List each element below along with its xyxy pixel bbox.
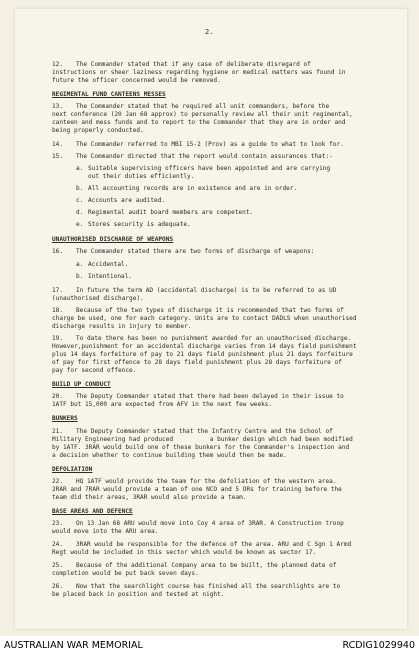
paragraph-line: HQ 1ATF would provide the team for the defoliation of the western area. (76, 478, 337, 485)
paragraph-line: completion would be put back seven days. (52, 570, 199, 577)
list-item-line: Intentional. (88, 273, 133, 280)
list-item-line: Accounts are audited. (88, 197, 166, 204)
section-heading: BASE AREAS AND DEFENCE (52, 508, 133, 515)
list-letter: e. (76, 221, 84, 228)
list-letter: a. (76, 165, 84, 172)
paragraph-line: Because of the two types of discharge it is recommended that two forms of (76, 307, 344, 314)
paragraph-number: 25. (52, 562, 64, 569)
paragraph-line: However,punishment for an accidental discharge varies from 14 days field punishment (52, 343, 357, 350)
paragraph-line: of pay for first offence to 28 days field punishment plus 28 days forfeiture of (52, 359, 342, 366)
paragraph-line: by 1ATF. 3RAR would build one of these bunkers for the Commander's inspection and (52, 444, 350, 451)
list-item-line: Regimental audit board members are competent. (88, 209, 254, 216)
paragraph-line: (unauthorised discharge). (52, 295, 144, 302)
paragraph-line: The Commander stated that he required all unit commanders, before the (76, 103, 330, 110)
list-letter: b. (76, 273, 84, 280)
archive-footer (0, 636, 419, 654)
list-letter: d. (76, 209, 84, 216)
paragraph-number: 20. (52, 393, 64, 400)
paragraph-line: instructions or sheer laziness regarding hygiene or medical matters was found in (52, 69, 346, 76)
paragraph-line: would move into the ARU area. (52, 528, 159, 535)
paragraph-number: 21. (52, 428, 64, 435)
paragraph-line: team did their areas, 3RAR would also provide a team. (52, 494, 247, 501)
list-letter: a. (76, 261, 84, 268)
paragraph-line: Now that the searchlight course has finished all the searchlights are to (76, 583, 341, 590)
section-heading: DEFOLIATION (52, 466, 93, 473)
paragraph-number: 26. (52, 583, 64, 590)
paragraph-line: discharge results in injury to member. (52, 323, 192, 330)
paragraph-line: next conference (20 Jan 68 approx) to personally review all their unit regimental, (52, 111, 353, 118)
section-heading: REGIMENTAL FUND CANTEENS MESSES (52, 91, 166, 98)
paragraph-line: The Commander referred to MBI 15-2 (Prov) as a guide to what to look for. (76, 141, 344, 148)
list-item-line: Stores security is adequate. (88, 221, 191, 228)
list-item-line: Suitable supervising officers have been appointed and are carrying (88, 165, 331, 172)
paragraph-number: 22. (52, 478, 64, 485)
paragraph-line: To date there has been no punishment awarded for an unauthorised discharge. (76, 335, 352, 342)
page-number: 2. (205, 28, 214, 36)
paragraph-number: 17. (52, 287, 64, 294)
list-letter: c. (76, 197, 84, 204)
paragraph-number: 14. (52, 141, 64, 148)
archive-name: AUSTRALIAN WAR MEMORIAL (4, 640, 143, 651)
paragraph-number: 18. (52, 307, 64, 314)
paragraph-line: be placed back in position and tested at night. (52, 591, 225, 598)
paragraph-line: being properly conducted. (52, 127, 144, 134)
paragraph-line: 2RAR and 7RAR would provide a team of one NCO and 5 ORs for training before the (52, 486, 342, 493)
list-item-line: out their duties efficiently. (88, 173, 195, 180)
list-letter: b. (76, 185, 84, 192)
paragraph-line: On 13 Jan 68 ARU would move into Coy 4 area of 3RAR. A Construction troop (76, 520, 344, 527)
paragraph-number: 13. (52, 103, 64, 110)
paragraph-number: 15. (52, 153, 64, 160)
paragraph-line: future the officer concerned would be removed. (52, 77, 221, 84)
paragraph-line: The Deputy Commander stated that the Infantry Centre and the School of (76, 428, 333, 435)
section-heading: BUNKERS (52, 415, 78, 422)
paragraph-line: a decision whether to continue building them would then be made. (52, 452, 287, 459)
paragraph-number: 24. (52, 541, 64, 548)
section-heading: BUILD UP CONDUCT (52, 381, 111, 388)
paragraph-line: The Commander directed that the report would contain assurances that:- (76, 153, 333, 160)
paragraph-number: 12. (52, 61, 64, 68)
paragraph-number: 16. (52, 248, 64, 255)
paragraph-line: The Deputy Commander stated that there had been delayed in their issue to (76, 393, 344, 400)
paragraph-line: canteen and mess funds and to report to the Commander that they are in order and (52, 119, 346, 126)
paragraph-line: 3RAR would be responsible for the defence of the area. ARU and C Sgn 1 Armd (76, 541, 352, 548)
list-item-line: Accidental. (88, 261, 129, 268)
paragraph-line: Because of the additional Company area to be built, the planned date of (76, 562, 337, 569)
paragraph-line: In future the term AD (accidental discharge) is to be referred to as UD (76, 287, 337, 294)
paragraph-line: Military Engineering had produced a bunker design which had been modified (52, 436, 353, 443)
paragraph-line: The Commander stated there are two forms of discharge of weapons: (76, 248, 315, 255)
paragraph-line: pay for second offence. (52, 367, 137, 374)
paragraph-line: plus 14 days forfeiture of pay to 21 days field punishment plus 21 days forfeiture (52, 351, 353, 358)
paragraph-line: The Commander stated that if any case of deliberate disregard of (76, 61, 311, 68)
paragraph-line: charge be used, one for each category. Units are to contact DADLS when unauthorised (52, 315, 357, 322)
paragraph-number: 23. (52, 520, 64, 527)
section-heading: UNAUTHORISED DISCHARGE OF WEAPONS (52, 236, 174, 243)
paragraph-number: 19. (52, 335, 64, 342)
paragraph-line: 1ATF but 15,000 are expected from AFV in the next few weeks. (52, 401, 273, 408)
list-item-line: All accounting records are in existence and are in order. (88, 185, 298, 192)
paragraph-line: Regt would be included in this sector which would be known as sector 17. (52, 549, 317, 556)
archive-reference: RCDIG1029940 (342, 640, 415, 651)
